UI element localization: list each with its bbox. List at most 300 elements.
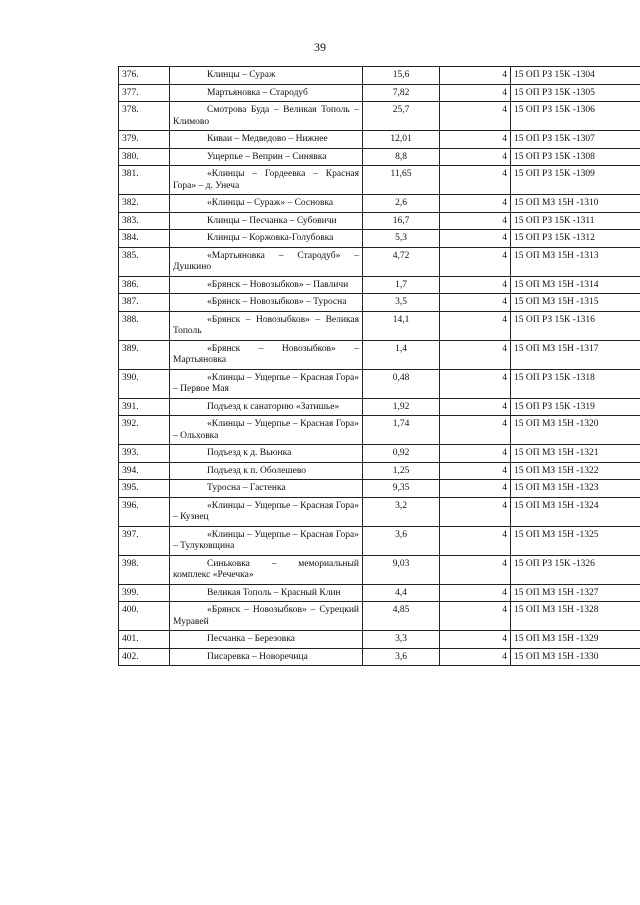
road-code-cell	[511, 584, 640, 602]
road-name-cell	[170, 212, 363, 230]
row-number: 381.	[122, 169, 139, 179]
road-category: 4	[502, 198, 507, 208]
road-code: 15 ОП МЗ 15Н -1327	[514, 587, 599, 598]
table-row	[119, 102, 640, 131]
road-code-cell	[511, 602, 640, 631]
road-length: 9,03	[392, 558, 410, 569]
road-code: 15 ОП МЗ 15Н -1314	[514, 279, 599, 290]
road-name-cell	[170, 230, 363, 248]
table-row	[119, 340, 640, 369]
road-code: 15 ОП МЗ 15Н -1325	[514, 529, 599, 540]
road-category: 4	[502, 419, 507, 429]
road-code-cell	[511, 480, 640, 498]
row-number: 390.	[122, 372, 139, 383]
road-name: «Брянск – Новозыбков» – Мартьяновка	[173, 343, 359, 365]
road-length: 3,3	[395, 634, 407, 644]
row-number-cell	[119, 497, 170, 526]
road-name: «Мартьяновка – Стародуб» – Душкино	[173, 250, 359, 272]
row-number: 383.	[122, 215, 139, 226]
road-length-cell	[363, 398, 440, 416]
road-code: 15 ОП МЗ 15Н -1320	[514, 419, 599, 429]
road-code: 15 ОП МЗ 15Н -1329	[514, 634, 599, 644]
row-number: 387.	[122, 297, 139, 307]
row-number-cell	[119, 131, 170, 149]
road-code-cell	[511, 84, 640, 102]
table-row	[119, 526, 640, 555]
road-code: 15 ОП РЗ 15К -1311	[514, 215, 595, 226]
road-length-cell	[363, 648, 440, 666]
road-category: 4	[502, 297, 507, 307]
row-number-cell	[119, 462, 170, 480]
road-category: 4	[502, 70, 507, 80]
road-length: 3,5	[395, 297, 407, 307]
row-number: 389.	[122, 343, 139, 354]
table-row	[119, 398, 640, 416]
road-category-cell	[440, 584, 511, 602]
road-category: 4	[502, 483, 507, 493]
road-name: Клинцы – Сураж	[207, 70, 276, 80]
road-code: 15 ОП МЗ 15Н -1315	[514, 297, 599, 307]
road-code-cell	[511, 398, 640, 416]
road-length-cell	[363, 294, 440, 312]
road-name: «Клинцы – Ущерпье – Красная Гора» – Первое Мая	[173, 372, 359, 394]
road-code-cell	[511, 526, 640, 555]
table-row	[119, 230, 640, 248]
road-code-cell	[511, 445, 640, 463]
road-code-cell	[511, 131, 640, 149]
road-category-cell	[440, 102, 511, 131]
road-name-cell	[170, 497, 363, 526]
road-length: 2,6	[395, 198, 407, 208]
road-name: «Клинцы – Сураж» – Сосновка	[207, 198, 334, 208]
road-length-cell	[363, 212, 440, 230]
road-category: 4	[502, 151, 507, 162]
road-category: 4	[502, 634, 507, 644]
table-row	[119, 480, 640, 498]
table-row	[119, 166, 640, 195]
road-code: 15 ОП МЗ 15Н -1321	[514, 448, 599, 458]
row-number-cell	[119, 445, 170, 463]
road-code-cell	[511, 212, 640, 230]
road-length: 8,8	[395, 151, 407, 162]
road-length-cell	[363, 526, 440, 555]
road-name: Туросна – Гастенка	[207, 483, 286, 493]
road-code: 15 ОП МЗ 15Н -1324	[514, 500, 599, 511]
row-number-cell	[119, 84, 170, 102]
road-length: 11,65	[390, 169, 412, 179]
road-name: «Брянск – Новозыбков» – Туросна	[207, 297, 347, 307]
road-code-cell	[511, 340, 640, 369]
road-code-cell	[511, 497, 640, 526]
road-category: 4	[502, 448, 507, 458]
road-name-cell	[170, 340, 363, 369]
road-name-cell	[170, 131, 363, 149]
road-code: 15 ОП РЗ 15К -1308	[514, 151, 595, 162]
road-name: «Клинцы – Ущерпье – Красная Гора» – Ольховка	[173, 419, 359, 441]
road-category-cell	[440, 416, 511, 445]
road-category: 4	[502, 169, 507, 179]
row-number: 394.	[122, 465, 139, 476]
road-code-cell	[511, 555, 640, 584]
road-category-cell	[440, 166, 511, 195]
road-category-cell	[440, 311, 511, 340]
road-length-cell	[363, 230, 440, 248]
road-length-cell	[363, 584, 440, 602]
road-category: 4	[502, 87, 507, 98]
table-row	[119, 602, 640, 631]
road-code-cell	[511, 102, 640, 131]
road-length-cell	[363, 195, 440, 213]
road-length: 1,25	[392, 465, 410, 476]
road-name: «Брянск – Новозыбков» – Павличи	[207, 279, 349, 290]
roads-table	[118, 66, 640, 666]
road-category-cell	[440, 369, 511, 398]
road-code: 15 ОП РЗ 15К -1318	[514, 372, 595, 383]
road-name: «Брянск – Новозыбков» – Сурецкий Муравей	[173, 605, 359, 627]
road-code: 15 ОП МЗ 15Н -1317	[514, 343, 599, 354]
table-row	[119, 294, 640, 312]
table-row	[119, 445, 640, 463]
road-length: 15,6	[392, 70, 410, 80]
road-category-cell	[440, 212, 511, 230]
road-code: 15 ОП МЗ 15Н -1322	[514, 465, 599, 476]
road-category-cell	[440, 480, 511, 498]
road-category-cell	[440, 276, 511, 294]
road-length-cell	[363, 497, 440, 526]
table-row	[119, 416, 640, 445]
row-number: 396.	[122, 500, 139, 511]
road-name: Подъезд к д. Вьюнка	[207, 448, 292, 458]
road-name-cell	[170, 195, 363, 213]
row-number-cell	[119, 398, 170, 416]
road-name-cell	[170, 276, 363, 294]
road-category: 4	[502, 372, 507, 383]
row-number: 399.	[122, 587, 139, 598]
road-code: 15 ОП РЗ 15К -1306	[514, 105, 595, 115]
road-code: 15 ОП РЗ 15К -1326	[514, 558, 595, 569]
table-row	[119, 67, 640, 85]
road-category: 4	[502, 215, 507, 226]
road-code-cell	[511, 648, 640, 666]
road-category: 4	[502, 314, 507, 325]
table-row	[119, 195, 640, 213]
road-category: 4	[502, 105, 507, 115]
table-row	[119, 648, 640, 666]
row-number-cell	[119, 67, 170, 85]
road-name: Клинцы – Коржовка-Голубовка	[207, 233, 334, 243]
road-length: 1,92	[392, 401, 410, 412]
road-name-cell	[170, 648, 363, 666]
road-name-cell	[170, 84, 363, 102]
road-length-cell	[363, 480, 440, 498]
road-code-cell	[511, 311, 640, 340]
road-category-cell	[440, 195, 511, 213]
road-category-cell	[440, 602, 511, 631]
road-length: 12,01	[390, 134, 412, 144]
road-length-cell	[363, 166, 440, 195]
road-name-cell	[170, 67, 363, 85]
row-number-cell	[119, 631, 170, 649]
table-row	[119, 311, 640, 340]
road-category-cell	[440, 445, 511, 463]
road-name-cell	[170, 526, 363, 555]
table-row	[119, 497, 640, 526]
road-name-cell	[170, 445, 363, 463]
road-code: 15 ОП РЗ 15К -1307	[514, 134, 595, 144]
row-number-cell	[119, 602, 170, 631]
row-number: 397.	[122, 529, 139, 540]
road-length: 16,7	[392, 215, 410, 226]
road-length-cell	[363, 131, 440, 149]
road-name-cell	[170, 584, 363, 602]
roads-table-body	[119, 67, 640, 666]
road-category-cell	[440, 131, 511, 149]
road-category-cell	[440, 247, 511, 276]
road-category-cell	[440, 340, 511, 369]
row-number-cell	[119, 584, 170, 602]
row-number-cell	[119, 247, 170, 276]
table-row	[119, 631, 640, 649]
road-length-cell	[363, 102, 440, 131]
road-length: 1,7	[395, 279, 407, 290]
road-length-cell	[363, 84, 440, 102]
page-number: 39	[314, 40, 326, 54]
road-code-cell	[511, 230, 640, 248]
row-number: 379.	[122, 134, 139, 144]
row-number-cell	[119, 294, 170, 312]
road-length: 4,72	[392, 250, 410, 261]
road-name-cell	[170, 247, 363, 276]
road-category: 4	[502, 529, 507, 540]
road-length-cell	[363, 369, 440, 398]
road-code: 15 ОП РЗ 15К -1312	[514, 233, 595, 243]
row-number-cell	[119, 212, 170, 230]
road-name-cell	[170, 631, 363, 649]
table-row	[119, 555, 640, 584]
row-number: 401.	[122, 634, 139, 644]
row-number-cell	[119, 195, 170, 213]
road-code-cell	[511, 247, 640, 276]
road-name-cell	[170, 294, 363, 312]
road-name-cell	[170, 555, 363, 584]
road-code-cell	[511, 294, 640, 312]
road-length: 4,85	[392, 605, 410, 615]
road-name: Песчанка – Березовка	[207, 634, 295, 644]
road-code: 15 ОП МЗ 15Н -1330	[514, 651, 599, 662]
road-length: 1,74	[392, 419, 410, 429]
road-category: 4	[502, 401, 507, 412]
road-length-cell	[363, 602, 440, 631]
table-row	[119, 369, 640, 398]
road-category-cell	[440, 294, 511, 312]
row-number-cell	[119, 311, 170, 340]
road-category: 4	[502, 587, 507, 598]
road-length: 1,4	[395, 343, 407, 354]
road-length: 25,7	[392, 105, 410, 115]
road-length-cell	[363, 67, 440, 85]
road-length: 0,48	[392, 372, 410, 383]
road-length-cell	[363, 462, 440, 480]
road-name-cell	[170, 462, 363, 480]
table-row	[119, 584, 640, 602]
row-number-cell	[119, 526, 170, 555]
row-number: 382.	[122, 198, 139, 208]
row-number: 402.	[122, 651, 139, 662]
road-code: 15 ОП РЗ 15К -1309	[514, 169, 595, 179]
road-length-cell	[363, 445, 440, 463]
road-length-cell	[363, 555, 440, 584]
road-category-cell	[440, 648, 511, 666]
road-code: 15 ОП РЗ 15К -1319	[514, 401, 595, 412]
row-number: 392.	[122, 419, 139, 429]
road-length: 3,2	[395, 500, 407, 511]
road-length: 9,35	[392, 483, 410, 493]
row-number: 380.	[122, 151, 139, 162]
table-row	[119, 462, 640, 480]
road-category-cell	[440, 67, 511, 85]
row-number-cell	[119, 148, 170, 166]
road-code: 15 ОП МЗ 15Н -1313	[514, 250, 599, 261]
row-number-cell	[119, 555, 170, 584]
road-length-cell	[363, 311, 440, 340]
road-category-cell	[440, 462, 511, 480]
road-name: Подъезд к санаторию «Затишье»	[207, 401, 340, 412]
road-name-cell	[170, 480, 363, 498]
row-number: 385.	[122, 250, 139, 261]
road-code-cell	[511, 369, 640, 398]
road-name-cell	[170, 416, 363, 445]
road-code-cell	[511, 67, 640, 85]
road-category-cell	[440, 497, 511, 526]
road-category: 4	[502, 465, 507, 476]
road-code-cell	[511, 148, 640, 166]
row-number: 395.	[122, 483, 139, 493]
road-category: 4	[502, 651, 507, 662]
road-category-cell	[440, 148, 511, 166]
table-row	[119, 212, 640, 230]
table-row	[119, 148, 640, 166]
table-row	[119, 276, 640, 294]
road-length: 0,92	[392, 448, 410, 458]
road-length-cell	[363, 631, 440, 649]
row-number: 386.	[122, 279, 139, 290]
road-length: 3,6	[395, 651, 407, 662]
road-code: 15 ОП РЗ 15К -1316	[514, 314, 595, 325]
road-name-cell	[170, 369, 363, 398]
road-name: Подъезд к п. Оболешево	[207, 465, 307, 476]
road-length: 3,6	[395, 529, 407, 540]
road-length-cell	[363, 247, 440, 276]
road-name-cell	[170, 148, 363, 166]
road-name: «Брянск – Новозыбков» – Великая Тополь	[173, 314, 359, 336]
road-name-cell	[170, 102, 363, 131]
road-category-cell	[440, 84, 511, 102]
road-code: 15 ОП МЗ 15Н -1328	[514, 605, 599, 615]
road-name: Мартьяновка – Стародуб	[207, 87, 308, 98]
road-name: Ущерпье – Веприн – Синявка	[207, 151, 327, 162]
road-code-cell	[511, 416, 640, 445]
row-number: 377.	[122, 87, 139, 98]
row-number-cell	[119, 648, 170, 666]
road-length: 4,4	[395, 587, 407, 598]
road-name-cell	[170, 311, 363, 340]
road-category-cell	[440, 398, 511, 416]
row-number: 388.	[122, 314, 139, 325]
table-row	[119, 84, 640, 102]
road-category: 4	[502, 343, 507, 354]
road-name: «Клинцы – Ущерпье – Красная Гора» – Кузнец	[173, 500, 359, 522]
road-name: Смотрова Буда – Великая Тополь – Климово	[173, 105, 359, 127]
road-code: 15 ОП МЗ 15Н -1310	[514, 198, 599, 208]
road-code: 15 ОП МЗ 15Н -1323	[514, 483, 599, 493]
road-name-cell	[170, 166, 363, 195]
table-row	[119, 247, 640, 276]
road-category: 4	[502, 250, 507, 261]
road-code: 15 ОП РЗ 15К -1304	[514, 70, 595, 80]
row-number-cell	[119, 416, 170, 445]
road-category: 4	[502, 605, 507, 615]
road-length-cell	[363, 416, 440, 445]
row-number-cell	[119, 230, 170, 248]
row-number-cell	[119, 276, 170, 294]
road-length-cell	[363, 148, 440, 166]
road-category: 4	[502, 558, 507, 569]
road-category-cell	[440, 631, 511, 649]
road-name-cell	[170, 602, 363, 631]
road-category: 4	[502, 279, 507, 290]
row-number-cell	[119, 369, 170, 398]
row-number: 393.	[122, 448, 139, 458]
row-number: 400.	[122, 605, 139, 615]
road-length-cell	[363, 276, 440, 294]
road-name: Киваи – Медведово – Нижнее	[207, 134, 328, 144]
road-code-cell	[511, 166, 640, 195]
row-number-cell	[119, 480, 170, 498]
row-number: 391.	[122, 401, 139, 412]
row-number: 384.	[122, 233, 139, 243]
road-category: 4	[502, 500, 507, 511]
road-category: 4	[502, 134, 507, 144]
road-name: «Клинцы – Ущерпье – Красная Гора» – Тулуковщина	[173, 529, 359, 551]
road-name: Писаревка – Новоречица	[207, 651, 308, 662]
row-number: 378.	[122, 105, 139, 115]
road-category-cell	[440, 526, 511, 555]
row-number-cell	[119, 340, 170, 369]
road-name: Клинцы – Песчанка – Субовичи	[207, 215, 337, 226]
road-code-cell	[511, 195, 640, 213]
road-category-cell	[440, 555, 511, 584]
road-length: 14,1	[392, 314, 410, 325]
row-number: 398.	[122, 558, 139, 569]
row-number: 376.	[122, 70, 139, 80]
road-code: 15 ОП РЗ 15К -1305	[514, 87, 595, 98]
road-name: Великая Тополь – Красный Клин	[207, 587, 341, 598]
table-row	[119, 131, 640, 149]
road-code-cell	[511, 276, 640, 294]
road-category: 4	[502, 233, 507, 243]
road-category-cell	[440, 230, 511, 248]
road-name: «Клинцы – Гордеевка – Красная Гора» – д. Унеча	[173, 169, 359, 191]
row-number-cell	[119, 102, 170, 131]
row-number-cell	[119, 166, 170, 195]
road-length: 7,82	[392, 87, 410, 98]
road-name: Синьковка – мемориальный комплекс «Речечка»	[173, 558, 359, 580]
road-length: 5,3	[395, 233, 407, 243]
road-length-cell	[363, 340, 440, 369]
road-code-cell	[511, 462, 640, 480]
road-name-cell	[170, 398, 363, 416]
road-code-cell	[511, 631, 640, 649]
